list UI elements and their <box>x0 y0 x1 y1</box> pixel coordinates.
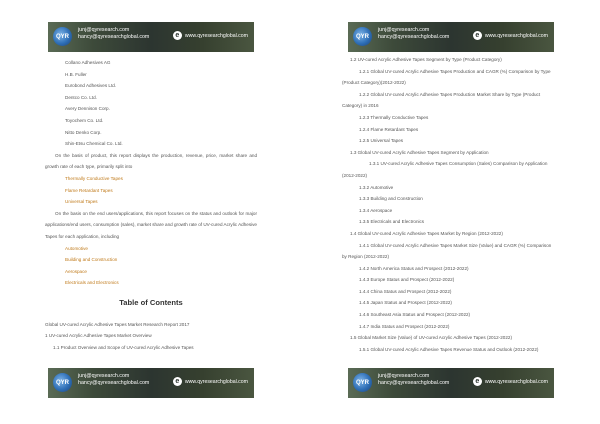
toc-line: 1.5 Global Market Size (Value) of UV-cured Acrylic Adhesive Tapes (2012-2022) <box>350 335 512 341</box>
header-banner <box>348 22 554 52</box>
banner-website <box>173 31 248 40</box>
banner-website <box>473 31 548 40</box>
qyr-logo: QYR <box>353 27 372 46</box>
product-type-item: Flame Retardant Tapes <box>65 187 113 193</box>
banner-website-text: www.qyresearchglobal.com <box>484 32 548 39</box>
application-item: Electricals and Electronics <box>65 280 119 286</box>
header-banner <box>48 22 254 52</box>
globe-icon: e <box>473 31 482 40</box>
toc-line: 1.3.5 Electricals and Electronics <box>359 219 425 225</box>
banner-email: junj@qyresearch.com <box>78 373 130 379</box>
company-item: Eurobond Adhesives Ltd. <box>65 83 117 89</box>
application-intro-paragraph: On the basis on the end users/applications, this report focuses on the status and outlook for major applications/end users, consumption (sales), market share and growth rate of UV-cured Acrylic Adhesive Tapes for each application, including <box>45 210 257 239</box>
toc-line: 1.3.3 Building and Construction <box>359 196 423 202</box>
toc-line: 1.3.4 Aerospace <box>359 207 393 213</box>
application-item: Building and Construction <box>65 257 118 263</box>
banner-website-text: www.qyresearchglobal.com <box>184 378 248 385</box>
toc-line: 1.4.3 Europe Status and Prospect (2012-2022) <box>359 277 455 283</box>
banner-email-2: hancy@qyresearchglobal.com <box>378 380 450 386</box>
toc-line: 1.3.2 Automotive <box>359 184 394 190</box>
company-item: Shin-Etsu Chemical Co. Ltd. <box>65 141 123 147</box>
toc-line: 1.2.3 Thermally Conductive Tapes <box>359 114 429 120</box>
right-page-content <box>342 54 562 355</box>
company-item: Nitto Denko Corp. <box>65 129 102 135</box>
right-page <box>300 0 600 424</box>
banner-email-2: hancy@qyresearchglobal.com <box>78 34 150 40</box>
banner-website <box>473 377 548 386</box>
globe-icon: e <box>173 31 182 40</box>
toc-line: 1.2.5 Universal Tapes <box>359 138 404 144</box>
banner-contact <box>78 373 149 387</box>
banner-email: junj@qyresearch.com <box>378 27 430 33</box>
toc-line: Global UV-cured Acrylic Adhesive Tapes Market Research Report 2017 <box>45 321 190 327</box>
banner-email-2: hancy@qyresearchglobal.com <box>378 34 450 40</box>
product-type-item: Thermally Conductive Tapes <box>65 175 123 181</box>
application-item: Automotive <box>65 245 88 251</box>
banner-contact <box>78 27 149 41</box>
toc-line: 1.3 Global UV-cured Acrylic Adhesive Tapes Segment by Application <box>350 149 489 155</box>
toc-line: 1.2 UV-cured Acrylic Adhesive Tapes Segment by Type (Product Category) <box>350 57 502 62</box>
qyr-logo: QYR <box>353 373 372 392</box>
product-intro-paragraph: On the basis of product, this report displays the production, revenue, price, market share and growth rate of each type, primarily split into <box>45 152 257 170</box>
globe-icon: e <box>173 377 182 386</box>
company-item: Collano Adhesives AG <box>65 60 111 65</box>
toc-line: by Region (2012-2022) <box>342 254 389 260</box>
footer-banner <box>348 368 554 398</box>
banner-email: junj@qyresearch.com <box>78 27 130 33</box>
product-type-item: Universal Tapes <box>65 199 98 205</box>
banner-email-2: hancy@qyresearchglobal.com <box>78 380 150 386</box>
toc-title: Table of Contents <box>119 297 183 307</box>
toc-line: Category) in 2016 <box>342 103 379 109</box>
company-item: Dentco Co. Ltd. <box>65 94 97 100</box>
toc-line: 1.3.1 UV-cured Acrylic Adhesive Tapes Consumption (Sales) Comparison by Application <box>369 161 548 167</box>
banner-website-text: www.qyresearchglobal.com <box>184 32 248 39</box>
company-item: Avery Dennison Corp. <box>65 106 110 112</box>
toc-line: 1.4.6 Southeast Asia Status and Prospect (2012-2022) <box>359 312 471 318</box>
footer-banner <box>48 368 254 398</box>
application-item: Aerospace <box>65 268 87 274</box>
toc-line: 1.2.1 Global UV-cured Acrylic Adhesive Tapes Production and CAGR (%) Comparison by Type <box>359 68 551 74</box>
globe-icon: e <box>473 377 482 386</box>
qyr-logo: QYR <box>53 27 72 46</box>
company-item: Toyochem Co. Ltd. <box>65 117 104 123</box>
banner-email: junj@qyresearch.com <box>378 373 430 379</box>
toc-line: 1.4 Global UV-cured Acrylic Adhesive Tapes Market by Region (2012-2022) <box>350 230 503 236</box>
toc-line: (2012-2022) <box>342 172 368 178</box>
toc-line: 1.4.7 India Status and Prospect (2012-2022) <box>359 323 450 329</box>
toc-line: (Product Category)(2012-2022) <box>342 80 406 86</box>
toc-line: 1.2.4 Flame Retardant Tapes <box>359 126 419 132</box>
toc-line: 1.4.4 China Status and Prospect (2012-2022) <box>359 288 452 294</box>
banner-website-text: www.qyresearchglobal.com <box>484 378 548 385</box>
qyr-logo: QYR <box>53 373 72 392</box>
toc-line: 1 UV-cured Acrylic Adhesive Tapes Market Overview <box>45 333 152 339</box>
toc-line: 1.4.5 Japan Status and Prospect (2012-2022) <box>359 300 452 306</box>
banner-contact <box>378 27 449 41</box>
banner-website <box>173 377 248 386</box>
toc-line: 1.4.1 Global UV-cured Acrylic Adhesive Tapes Market Size (Value) and CAGR (%) Comparison <box>359 242 552 248</box>
toc-line: 1.5.1 Global UV-cured Acrylic Adhesive Tapes Revenue Status and Outlook (2012-2022) <box>359 346 539 352</box>
toc-line: 1.2.2 Global UV-cured Acrylic Adhesive Tapes Production Market Share by Type (Product <box>359 91 541 97</box>
toc-line: 1.4.2 North America Status and Prospect (2012-2022) <box>359 265 469 271</box>
banner-contact <box>378 373 449 387</box>
toc-line: 1.1 Product Overview and Scope of UV-cured Acrylic Adhesive Tapes <box>53 345 194 351</box>
left-page-content <box>45 57 257 354</box>
company-item: H.B. Fuller <box>65 71 87 77</box>
